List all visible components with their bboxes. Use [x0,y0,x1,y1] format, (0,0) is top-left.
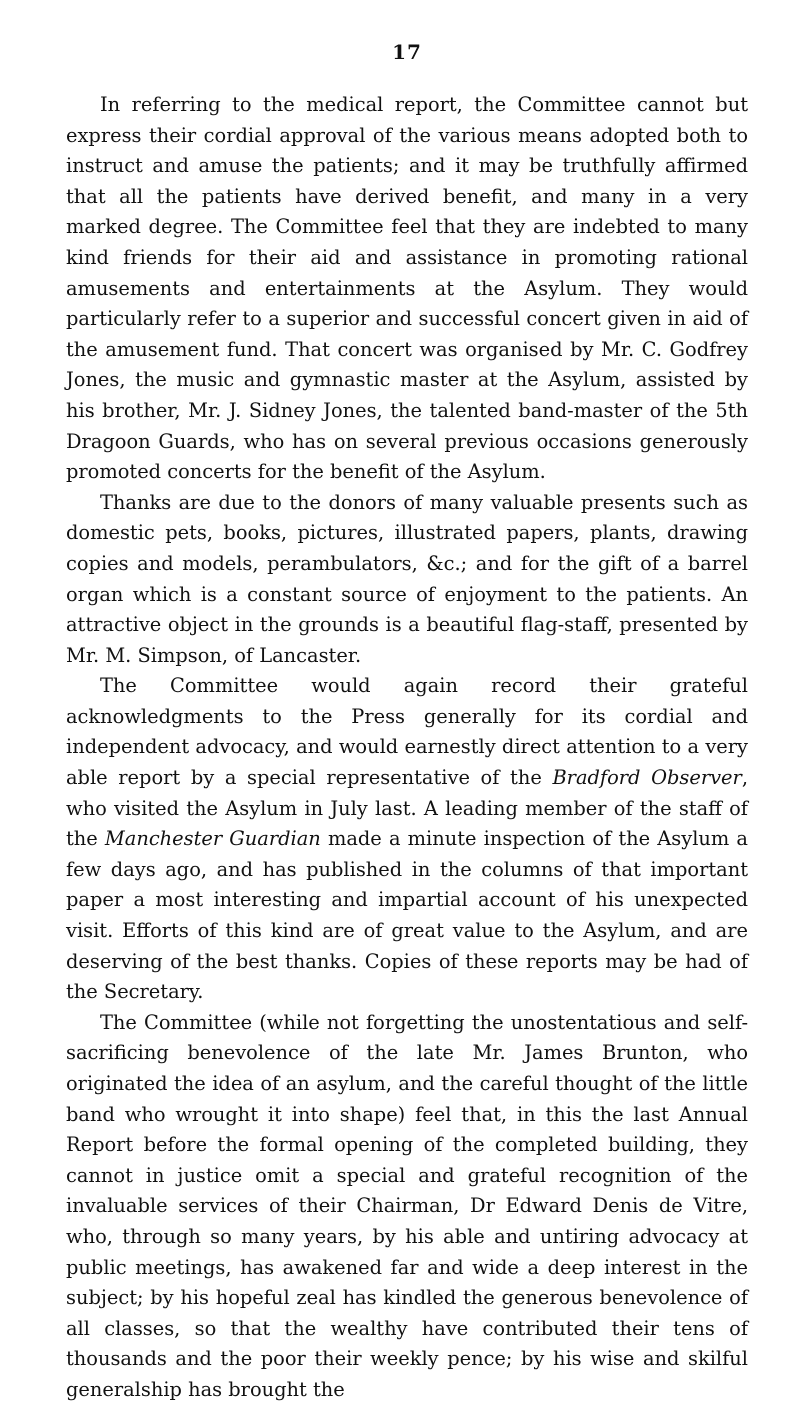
text-run: The Committee would again record their grateful acknowledgments to the Press generally for its cordial and independent advocacy, and would earnestly direct attention to a very able report by a special representative of the [66,674,748,790]
text-run: The Committee (while not forgetting the unostentatious and self-sacrificing benevolence of the late Mr. James Brunton, who originated the idea of an asylum, and the careful thought of the little band who wrought it into shape) feel that, in this the last Annual Report before the formal opening of the completed building, they cannot in justice omit a special and grateful recognition of the invaluable services of their Chairman, Dr Edward Denis de Vitre, who, through so many years, by his able and untiring advocacy at public meetings, has awakened far and wide a deep interest in the subject; by his hopeful zeal has kindled the generous benevolence of all classes, so that the wealthy have contributed their tens of thousands and the poor their weekly pence; by his wise and skilful generalship has brought the [66,1010,748,1401]
italic-title: Bradford Observer [552,766,742,790]
italic-title: Manchester Guardian [104,827,321,851]
text-run: , who visited the Asylum in July last. A leading member of the staff of the [66,766,748,851]
body-text [66,90,748,1406]
paragraph [66,90,748,488]
paragraph [66,1008,748,1406]
paragraph [66,488,748,672]
text-run: Thanks are due to the donors of many valuable presents such as domestic pets, books, pictures, illustrated papers, plants, drawing copies and models, perambulators, &c.; and for the gift of a barrel organ which is a constant source of enjoyment to the patients. An attractive object in the grounds is a beautiful flag-staff, presented by Mr. M. Simpson, of Lancaster. [66,490,748,667]
text-run: In referring to the medical report, the Committee cannot but express their cordial approval of the various means adopted both to instruct and amuse the patients; and it may be truthfully affirmed that all the patients have derived benefit, and many in a very marked degree. The Committee feel that they are indebted to many kind friends for their aid and assistance in promoting rational amusements and entertainments at the Asylum. They would particularly refer to a superior and successful concert given in aid of the amusement fund. That concert was organised by Mr. C. Godfrey Jones, the music and gymnastic master at the Asylum, assisted by his brother, Mr. J. Sidney Jones, the talented band-master of the 5th Dragoon Guards, who has on several previous occasions generously promoted concerts for the benefit of the Asylum. [66,93,748,484]
paragraph [66,671,748,1008]
text-run: made a minute inspection of the Asylum a few days ago, and has published in the columns of that important paper a most interesting and impartial account of his unexpected visit. Efforts of this kind are of great value to the Asylum, and are deserving of the best thanks. Copies of these reports may be had of the Secretary. [66,827,748,1004]
page-number: 17 [392,40,422,64]
